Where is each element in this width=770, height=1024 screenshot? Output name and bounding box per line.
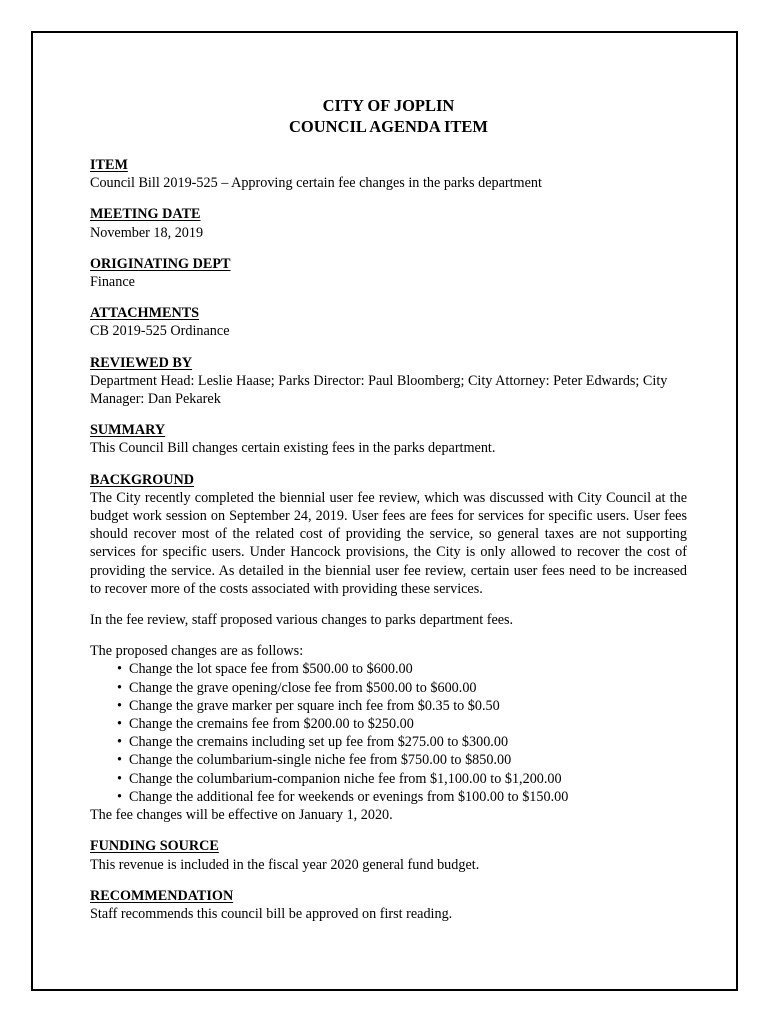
reviewed-by-text: Department Head: Leslie Haase; Parks Director: Paul Bloomberg; City Attorney: Peter Edwards; City Manager: Dan Pekarek <box>90 372 668 408</box>
section-attachments <box>90 304 687 340</box>
effective-date-text: The fee changes will be effective on January 1, 2020. <box>90 807 393 824</box>
fee-change-item <box>117 751 687 769</box>
fee-change-item <box>117 715 687 733</box>
fee-change-text: Change the lot space fee from $500.00 to $600.00 <box>129 661 413 678</box>
fee-change-item <box>117 697 687 715</box>
title-city: CITY OF JOPLIN <box>322 96 455 115</box>
attachments-heading: ATTACHMENTS <box>90 305 200 322</box>
section-originating-dept <box>90 255 687 291</box>
background-paragraph-2: In the fee review, staff proposed various changes to parks department fees. <box>90 612 514 629</box>
agenda-document <box>90 95 687 936</box>
meeting-date-text: November 18, 2019 <box>90 224 204 241</box>
fee-change-text: Change the grave opening/close fee from $500.00 to $600.00 <box>129 679 477 696</box>
bullet-icon: • <box>117 770 122 787</box>
bullet-icon: • <box>117 679 122 696</box>
section-item <box>90 156 687 192</box>
fee-change-item <box>117 770 687 788</box>
section-background <box>90 471 687 825</box>
fee-changes-list <box>90 660 687 806</box>
fee-change-item <box>117 660 687 678</box>
bullet-icon: • <box>117 716 122 733</box>
fee-change-text: Change the cremains fee from $200.00 to $250.00 <box>129 716 414 733</box>
item-text: Council Bill 2019-525 – Approving certain fee changes in the parks department <box>90 175 542 192</box>
bullet-icon: • <box>117 788 122 805</box>
section-summary <box>90 421 687 457</box>
section-meeting-date <box>90 205 687 241</box>
recommendation-text: Staff recommends this council bill be approved on first reading. <box>90 905 453 922</box>
funding-source-text: This revenue is included in the fiscal year 2020 general fund budget. <box>90 856 480 873</box>
fee-change-item <box>117 788 687 806</box>
fee-change-text: Change the cremains including set up fee from $275.00 to $300.00 <box>129 734 509 751</box>
section-reviewed-by <box>90 354 687 409</box>
bullet-icon: • <box>117 752 122 769</box>
background-paragraph-1: The City recently completed the biennial user fee review, which was discussed with City Council at the budget work session on September 24, 2019. User fees are fees for services for specific users. User fees should recover most of the related cost of providing the service, so general taxes are not supporting services for specific users. Under Hancock provisions, the City is only allowed to recover the cost of providing the service. As detailed in the biennial user fee review, certain user fees need to be increased to recover more of the costs associated with providing these services. <box>90 489 687 597</box>
fee-change-text: Change the additional fee for weekends or evenings from $100.00 to $150.00 <box>129 788 569 805</box>
summary-text: This Council Bill changes certain existing fees in the parks department. <box>90 440 496 457</box>
fee-change-text: Change the columbarium-companion niche fee from $1,100.00 to $1,200.00 <box>129 770 562 787</box>
fee-change-item <box>117 679 687 697</box>
attachments-text: CB 2019-525 Ordinance <box>90 323 230 340</box>
background-heading: BACKGROUND <box>90 471 195 488</box>
section-recommendation <box>90 887 687 923</box>
bullet-icon: • <box>117 734 122 751</box>
meeting-date-heading: MEETING DATE <box>90 206 201 223</box>
fee-change-item <box>117 733 687 751</box>
reviewed-by-heading: REVIEWED BY <box>90 354 193 371</box>
summary-heading: SUMMARY <box>90 422 166 439</box>
bullet-icon: • <box>117 697 122 714</box>
recommendation-heading: RECOMMENDATION <box>90 887 234 904</box>
title-agenda-item: COUNCIL AGENDA ITEM <box>289 117 488 136</box>
item-heading: ITEM <box>90 157 128 173</box>
originating-dept-heading: ORIGINATING DEPT <box>90 255 231 272</box>
changes-intro: The proposed changes are as follows: <box>90 643 304 660</box>
fee-change-text: Change the columbarium-single niche fee from $750.00 to $850.00 <box>129 752 512 769</box>
bullet-icon: • <box>117 661 122 678</box>
document-title <box>90 95 687 137</box>
originating-dept-text: Finance <box>90 274 135 291</box>
funding-source-heading: FUNDING SOURCE <box>90 838 219 855</box>
section-funding-source <box>90 837 687 873</box>
fee-change-text: Change the grave marker per square inch fee from $0.35 to $0.50 <box>129 697 500 714</box>
